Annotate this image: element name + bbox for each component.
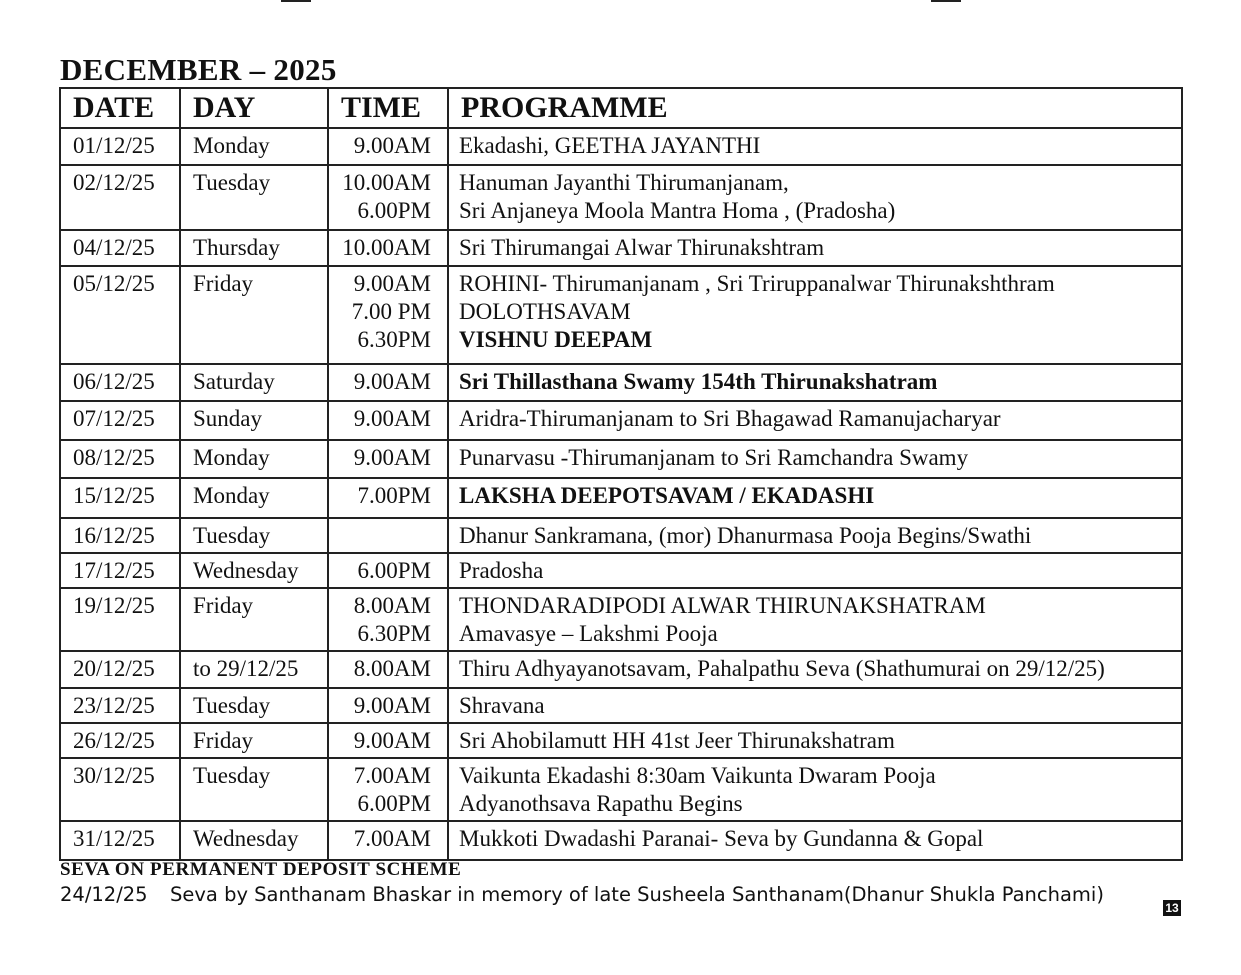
- row-date-text: 04/12/25: [73, 235, 155, 260]
- table-row: [60, 230, 1182, 266]
- row-day: [180, 758, 328, 821]
- row-time: [328, 266, 448, 364]
- row-programme-line: Ekadashi, GEETHA JAYANTHI: [459, 133, 761, 158]
- row-programme-line: VISHNU DEEPAM: [459, 327, 653, 352]
- row-time-line: 9.00AM: [353, 693, 431, 718]
- row-date-text: 07/12/25: [73, 406, 155, 431]
- row-programme-line: Pradosha: [459, 558, 544, 583]
- row-date-text: 16/12/25: [73, 523, 155, 548]
- row-programme-line: Amavasye – Lakshmi Pooja: [459, 621, 718, 646]
- row-programme-line: THONDARADIPODI ALWAR THIRUNAKSHATRAM: [459, 593, 986, 618]
- table-row: [60, 588, 1182, 651]
- table-row: [60, 266, 1182, 364]
- top-mark-right: [931, 0, 961, 2]
- row-programme: [448, 723, 1182, 758]
- row-programme-line: Vaikunta Ekadashi 8:30am Vaikunta Dwaram Pooja: [459, 763, 936, 788]
- row-time: [328, 478, 448, 518]
- row-date: [60, 651, 180, 688]
- row-programme-line: ROHINI- Thirumanjanam , Sri Triruppanalwar Thirunakshthram: [459, 271, 1055, 296]
- header-programme: PROGRAMME: [448, 88, 1182, 128]
- row-day-text: Monday: [193, 133, 270, 158]
- row-date: [60, 230, 180, 266]
- row-time-line: 9.00AM: [353, 369, 431, 394]
- row-day: [180, 230, 328, 266]
- table-row: [60, 165, 1182, 230]
- row-day-text: Wednesday: [193, 558, 299, 583]
- row-day-text: Tuesday: [193, 693, 271, 718]
- row-day: [180, 651, 328, 688]
- table-row: [60, 651, 1182, 688]
- row-day-text: Saturday: [193, 369, 275, 394]
- row-day-text: Monday: [193, 445, 270, 470]
- seva-heading: SEVA ON PERMANENT DEPOSIT SCHEME: [60, 859, 462, 880]
- row-date: [60, 165, 180, 230]
- row-programme-line: Hanuman Jayanthi Thirumanjanam,: [459, 170, 789, 195]
- seva-entry: [60, 883, 1104, 906]
- row-time-line: 10.00AM: [342, 170, 431, 195]
- header-day: DAY: [180, 88, 328, 128]
- row-time: [328, 128, 448, 165]
- row-day: [180, 553, 328, 588]
- row-day: [180, 688, 328, 723]
- row-time: [328, 364, 448, 401]
- row-time-line: 7.00AM: [353, 826, 431, 851]
- row-programme: [448, 128, 1182, 165]
- row-date-text: 23/12/25: [73, 693, 155, 718]
- schedule-rows: [60, 128, 1182, 860]
- row-programme: [448, 266, 1182, 364]
- table-row: [60, 128, 1182, 165]
- row-date: [60, 758, 180, 821]
- row-day: [180, 266, 328, 364]
- row-time: [328, 553, 448, 588]
- row-programme: [448, 478, 1182, 518]
- row-day-text: Tuesday: [193, 763, 271, 788]
- row-date-text: 19/12/25: [73, 593, 155, 618]
- row-date: [60, 518, 180, 553]
- row-day-text: Friday: [193, 593, 254, 618]
- table-row: [60, 821, 1182, 860]
- row-time-line: 7.00 PM: [351, 299, 431, 324]
- row-day: [180, 128, 328, 165]
- row-day: [180, 364, 328, 401]
- row-day-text: Friday: [193, 728, 254, 753]
- top-mark-left: [281, 0, 311, 2]
- row-time-line: 6.30PM: [357, 327, 431, 352]
- row-date-text: 30/12/25: [73, 763, 155, 788]
- row-time-line: 6.00PM: [357, 791, 431, 816]
- row-date-text: 15/12/25: [73, 483, 155, 508]
- header-date: DATE: [60, 88, 180, 128]
- row-date: [60, 821, 180, 860]
- row-day-text: Sunday: [193, 406, 262, 431]
- row-time: [328, 758, 448, 821]
- row-time: [328, 518, 448, 553]
- table-row: [60, 364, 1182, 401]
- page-title: DECEMBER – 2025: [60, 52, 337, 87]
- row-programme: [448, 821, 1182, 860]
- schedule-table: [59, 87, 1183, 861]
- row-programme-line: Sri Ahobilamutt HH 41st Jeer Thirunakshatram: [459, 728, 895, 753]
- row-time-line: 9.00AM: [353, 133, 431, 158]
- table-row: [60, 478, 1182, 518]
- table-row: [60, 723, 1182, 758]
- row-time-line: 6.00PM: [357, 558, 431, 583]
- row-time-line: 7.00AM: [353, 763, 431, 788]
- row-day-text: Tuesday: [193, 170, 271, 195]
- row-programme: [448, 518, 1182, 553]
- row-programme: [448, 230, 1182, 266]
- table-row: [60, 688, 1182, 723]
- row-day-text: Thursday: [193, 235, 280, 260]
- row-date-text: 01/12/25: [73, 133, 155, 158]
- row-date: [60, 266, 180, 364]
- table-row: [60, 518, 1182, 553]
- row-time: [328, 588, 448, 651]
- row-time: [328, 401, 448, 440]
- row-date-text: 02/12/25: [73, 170, 155, 195]
- header-row: [60, 88, 1182, 128]
- row-time: [328, 440, 448, 478]
- row-time: [328, 688, 448, 723]
- page-number: 13: [1163, 900, 1181, 916]
- row-programme-line: Sri Thirumangai Alwar Thirunakshtram: [459, 235, 825, 260]
- row-time-line: 10.00AM: [342, 235, 431, 260]
- row-day-text: Tuesday: [193, 523, 271, 548]
- row-time-line: 9.00AM: [353, 271, 431, 296]
- row-time-line: 7.00PM: [357, 483, 431, 508]
- row-day-text: Monday: [193, 483, 270, 508]
- row-programme: [448, 440, 1182, 478]
- row-day: [180, 440, 328, 478]
- row-programme: [448, 588, 1182, 651]
- row-date-text: 08/12/25: [73, 445, 155, 470]
- table-row: [60, 401, 1182, 440]
- row-programme-line: Shravana: [459, 693, 545, 718]
- row-programme-line: Sri Thillasthana Swamy 154th Thirunakshatram: [459, 369, 938, 394]
- row-programme-line: LAKSHA DEEPOTSAVAM / EKADASHI: [459, 483, 875, 508]
- row-programme-line: Aridra-Thirumanjanam to Sri Bhagawad Ramanujacharyar: [459, 406, 1001, 431]
- row-day: [180, 588, 328, 651]
- row-day: [180, 723, 328, 758]
- row-programme-line: Adyanothsava Rapathu Begins: [459, 791, 743, 816]
- row-time: [328, 821, 448, 860]
- row-day: [180, 401, 328, 440]
- row-date-text: 06/12/25: [73, 369, 155, 394]
- row-time-line: 9.00AM: [353, 406, 431, 431]
- row-day: [180, 165, 328, 230]
- row-date: [60, 688, 180, 723]
- seva-entry-text: Seva by Santhanam Bhaskar in memory of late Susheela Santhanam(Dhanur Shukla Panchami): [170, 883, 1104, 906]
- row-day-text: Friday: [193, 271, 254, 296]
- table-row: [60, 440, 1182, 478]
- table-row: [60, 553, 1182, 588]
- row-day: [180, 478, 328, 518]
- row-date-text: 20/12/25: [73, 656, 155, 681]
- row-date: [60, 440, 180, 478]
- row-time: [328, 230, 448, 266]
- row-programme-line: Sri Anjaneya Moola Mantra Homa , (Pradosha): [459, 198, 896, 223]
- row-time-line: 9.00AM: [353, 445, 431, 470]
- row-date-text: 05/12/25: [73, 271, 155, 296]
- row-programme-line: Mukkoti Dwadashi Paranai- Seva by Gundanna & Gopal: [459, 826, 984, 851]
- row-time-line: 9.00AM: [353, 728, 431, 753]
- row-date: [60, 723, 180, 758]
- row-time-line: 8.00AM: [353, 593, 431, 618]
- row-time-line: 8.00AM: [353, 656, 431, 681]
- header-time: TIME: [328, 88, 448, 128]
- row-programme: [448, 688, 1182, 723]
- row-programme: [448, 553, 1182, 588]
- seva-entry-date: 24/12/25: [60, 883, 148, 906]
- row-date-text: 31/12/25: [73, 826, 155, 851]
- row-time-line: 6.00PM: [357, 198, 431, 223]
- row-date: [60, 478, 180, 518]
- row-programme-line: Thiru Adhyayanotsavam, Pahalpathu Seva (Shathumurai on 29/12/25): [459, 656, 1105, 681]
- row-date: [60, 128, 180, 165]
- row-date-text: 17/12/25: [73, 558, 155, 583]
- row-programme: [448, 165, 1182, 230]
- row-day-text: to 29/12/25: [193, 656, 299, 681]
- row-time-line: 6.30PM: [357, 621, 431, 646]
- row-programme-line: Dhanur Sankramana, (mor) Dhanurmasa Pooja Begins/Swathi: [459, 523, 1032, 548]
- row-day: [180, 518, 328, 553]
- row-time: [328, 651, 448, 688]
- row-time: [328, 723, 448, 758]
- row-programme: [448, 401, 1182, 440]
- row-programme-line: DOLOTHSAVAM: [459, 299, 631, 324]
- row-programme: [448, 651, 1182, 688]
- row-day: [180, 821, 328, 860]
- row-date: [60, 401, 180, 440]
- row-date-text: 26/12/25: [73, 728, 155, 753]
- row-programme: [448, 364, 1182, 401]
- row-programme: [448, 758, 1182, 821]
- table-row: [60, 758, 1182, 821]
- row-date: [60, 553, 180, 588]
- row-programme-line: Punarvasu -Thirumanjanam to Sri Ramchandra Swamy: [459, 445, 969, 470]
- row-time: [328, 165, 448, 230]
- row-date: [60, 364, 180, 401]
- row-date: [60, 588, 180, 651]
- row-day-text: Wednesday: [193, 826, 299, 851]
